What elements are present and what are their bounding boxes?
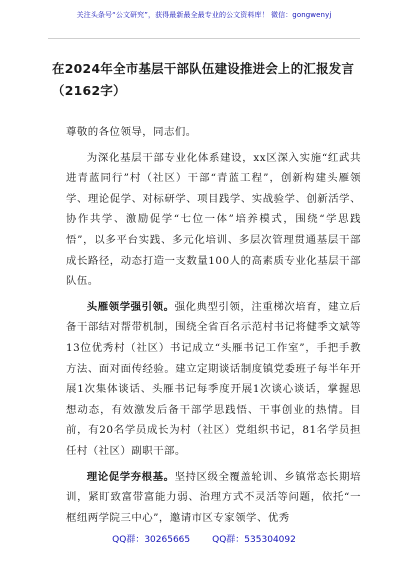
section-paragraph [66,467,361,529]
footer-qq-group-1: QQ群：30265665 [112,535,191,545]
salutation: 尊敬的各位领导，同志们。 [66,126,197,138]
header-banner: 关注头条号“公文研究”，获得最新最全最专业的公文资料库！ 微信：gongwenyj [76,11,332,19]
footer-contacts [0,534,408,546]
footer-qq-group-2: QQ群：535304092 [212,535,296,545]
section-text: 强化典型引领，注重梯次培育，建立后备干部结对帮带机制，围绕全省百名示范村书记将健季文斌等13位优秀村（社区）书记成立“头雁书记工作室”，手把手教方法、面对面传经验。建立定期谈话制度镇党委班子每半年开展1次集体谈话、头雁书记每季度开展1次谈心谈话，掌握思想动态，有效激发后备干部学思践悟、干事创业的热情。目前，有20名学员成长为村（社区）党组织书记，81名学员担任村（社区）副职干部。 [66,300,362,457]
section-lead: 头雁领学强引领。 [86,300,175,313]
section-paragraph [66,297,361,462]
section-text: 坚持区级全覆盖轮训、乡镇常态长期培训，紧盯致富带富能力弱、治理方式不灵活等问题，依托“一框纽两学院三中心”，邀请市区专家领学、优秀 [66,470,362,524]
intro-paragraph: 为深化基层干部专业化体系建设，xx区深入实施“红武共进青蓝同行”村（社区）干部“青蓝工程”，创新构建头雁领学、理论促学、对标研学、项目践学、实战验学、创新活学、协作共学、激励促学“七位一体”培养模式，围绕“学思践悟”，以多平台实践、多元化培训、多层次管理贯通基层干部成长路径，动态打造一支数量100人的高素质专业化基层干部队伍。 [66,151,361,288]
section-lead: 理论促学夯根基。 [86,470,175,483]
header-divider [48,38,360,39]
document-title: 在2024年全市基层干部队伍建设推进会上的汇报发言（2162字） [52,61,355,98]
document-body [66,122,361,533]
